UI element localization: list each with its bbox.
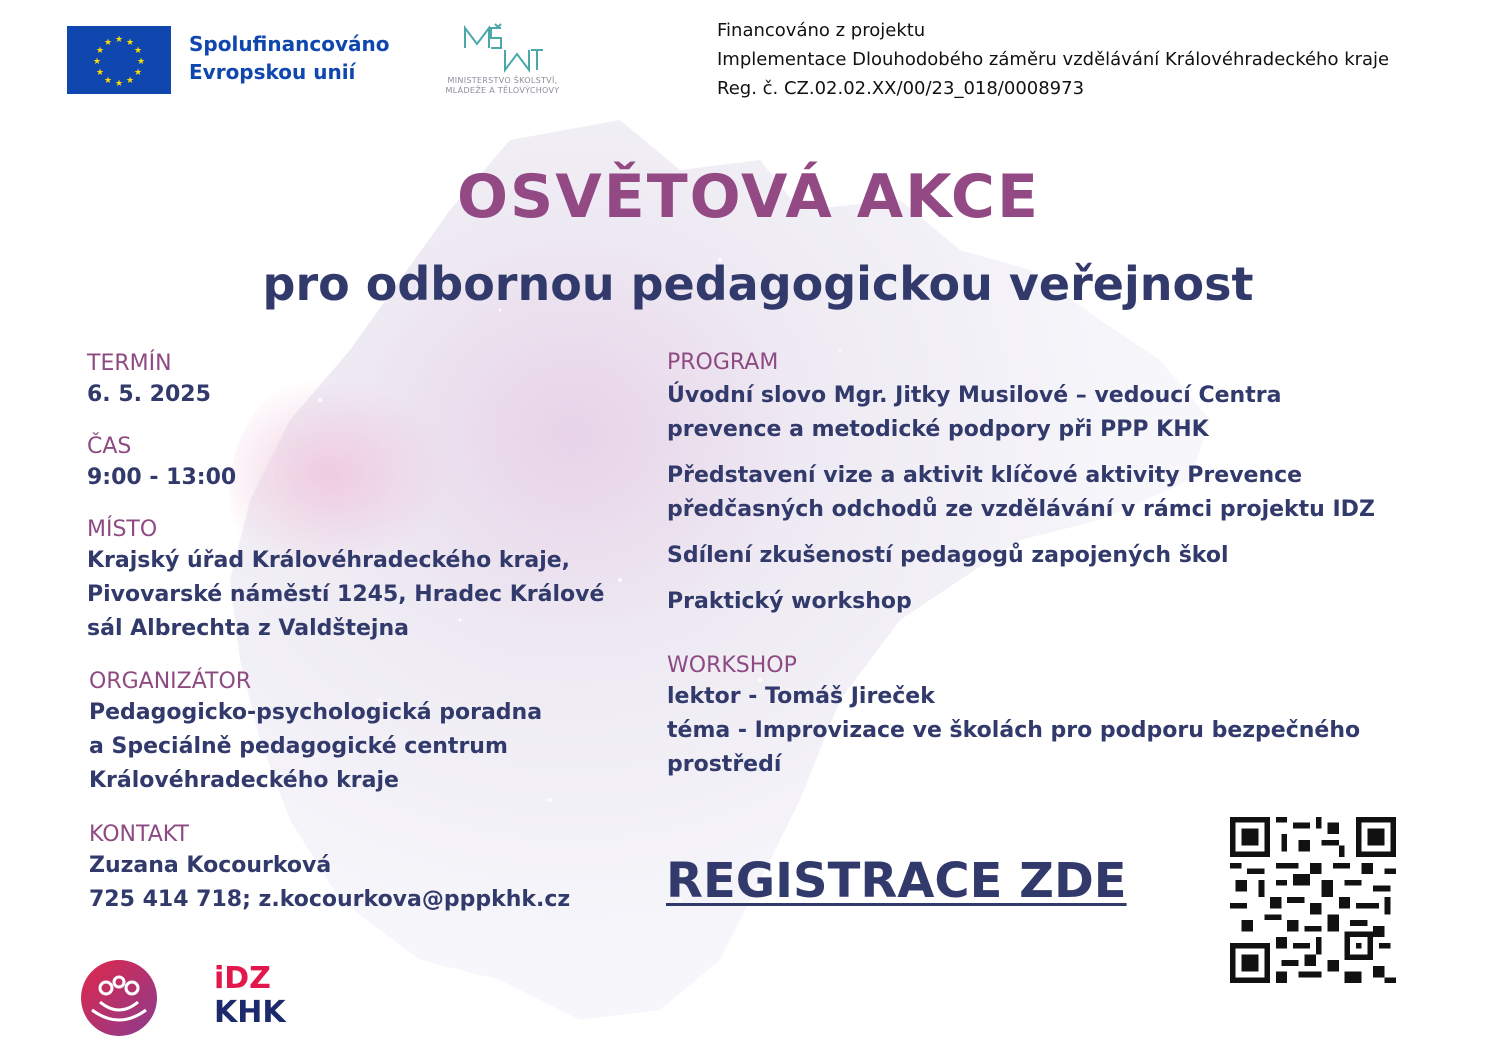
svg-text:★: ★ <box>95 68 105 78</box>
eu-flag-logo <box>67 26 171 94</box>
program-item <box>667 539 1375 573</box>
msmt-logo <box>425 22 580 98</box>
page-subtitle: pro odbornou pedagogickou veřejnost <box>262 257 1254 311</box>
cas-section <box>87 433 236 495</box>
eu-stars-icon <box>67 26 171 94</box>
program-item <box>667 459 1375 527</box>
misto-section <box>87 516 604 646</box>
svg-text:★: ★ <box>95 46 105 56</box>
svg-text:★: ★ <box>114 79 124 89</box>
svg-text:★: ★ <box>125 38 135 48</box>
termin-value: 6. 5. 2025 <box>87 382 211 407</box>
program-item <box>667 379 1375 447</box>
svg-text:★: ★ <box>103 76 113 86</box>
registration-link[interactable]: REGISTRACE ZDE <box>666 853 1127 909</box>
program-item-line: Sdílení zkušeností pedagogů zapojených škol <box>667 543 1229 568</box>
workshop-line: lektor - Tomáš Jireček <box>667 684 935 709</box>
kontakt-name: Zuzana Kocourková <box>89 853 332 878</box>
eu-text-line-1: Spolufinancováno <box>189 32 390 56</box>
khk-logo-text: KHK <box>214 995 286 1030</box>
qr-code[interactable] <box>1230 817 1396 983</box>
svg-text:★: ★ <box>114 35 124 45</box>
svg-text:★: ★ <box>136 57 146 67</box>
cas-value: 9:00 - 13:00 <box>87 465 237 490</box>
organizator-label: ORGANIZÁTOR <box>89 669 252 694</box>
funding-line-2: Implementace Dlouhodobého záměru vzdělávání Královéhradeckého kraje <box>717 49 1390 70</box>
msmt-monogram-icon <box>425 22 580 74</box>
termin-label: TERMÍN <box>87 351 172 376</box>
svg-text:★: ★ <box>133 68 143 78</box>
program-item-line: prevence a metodické podpory při PPP KHK <box>667 417 1209 442</box>
termin-section <box>87 350 211 412</box>
funding-info <box>717 16 1389 103</box>
kontakt-phone-email: 725 414 718; z.kocourkova@pppkhk.cz <box>89 887 571 912</box>
eu-text-line-2: Evropskou unií <box>189 60 356 84</box>
svg-text:★: ★ <box>103 38 113 48</box>
kontakt-section <box>89 821 570 917</box>
workshop-line: téma - Improvizace ve školách pro podporu bezpečného <box>667 718 1361 743</box>
misto-line: Pivovarské náměstí 1245, Hradec Králové <box>87 582 605 607</box>
organizator-line: a Speciálně pedagogické centrum <box>89 734 508 759</box>
page-title: OSVĚTOVÁ AKCE <box>457 162 1040 232</box>
msmt-text-line-1: MINISTERSTVO ŠKOLSTVÍ, <box>447 76 558 85</box>
program-item-line: Praktický workshop <box>667 589 912 614</box>
kontakt-label: KONTAKT <box>89 822 189 847</box>
program-item-line: předčasných odchodů ze vzdělávání v rámci projektu IDZ <box>667 497 1375 522</box>
funding-line-3: Reg. č. CZ.02.02.XX/00/23_018/0008973 <box>717 78 1085 99</box>
program-item <box>667 585 1375 619</box>
svg-text:★: ★ <box>92 57 102 67</box>
svg-text:★: ★ <box>125 76 135 86</box>
eu-logo-text <box>189 30 389 86</box>
workshop-label: WORKSHOP <box>667 653 797 678</box>
misto-label: MÍSTO <box>87 517 158 542</box>
workshop-section <box>667 652 1360 782</box>
organizator-line: Královéhradeckého kraje <box>89 768 399 793</box>
ppp-khk-logo <box>78 958 160 1038</box>
program-item-line: Úvodní slovo Mgr. Jitky Musilové – vedoucí Centra <box>667 383 1282 408</box>
program-section <box>667 349 1375 619</box>
cas-label: ČAS <box>87 434 132 459</box>
svg-text:★: ★ <box>133 46 143 56</box>
workshop-line: prostředí <box>667 752 782 777</box>
program-item-line: Představení vize a aktivit klíčové aktivity Prevence <box>667 463 1303 488</box>
idz-khk-logo <box>214 961 286 1034</box>
msmt-text-line-2: MLÁDEŽE A TĚLOVÝCHOVY <box>445 86 560 95</box>
program-label: PROGRAM <box>667 350 779 375</box>
misto-line: sál Albrechta z Valdštejna <box>87 616 409 641</box>
msmt-logo-text <box>425 76 580 96</box>
organizator-line: Pedagogicko-psychologická poradna <box>89 700 543 725</box>
funding-line-1: Financováno z projektu <box>717 20 926 41</box>
misto-line: Krajský úřad Královéhradeckého kraje, <box>87 548 571 573</box>
idz-logo-text: iDZ <box>214 961 271 996</box>
organizator-section <box>89 668 542 798</box>
